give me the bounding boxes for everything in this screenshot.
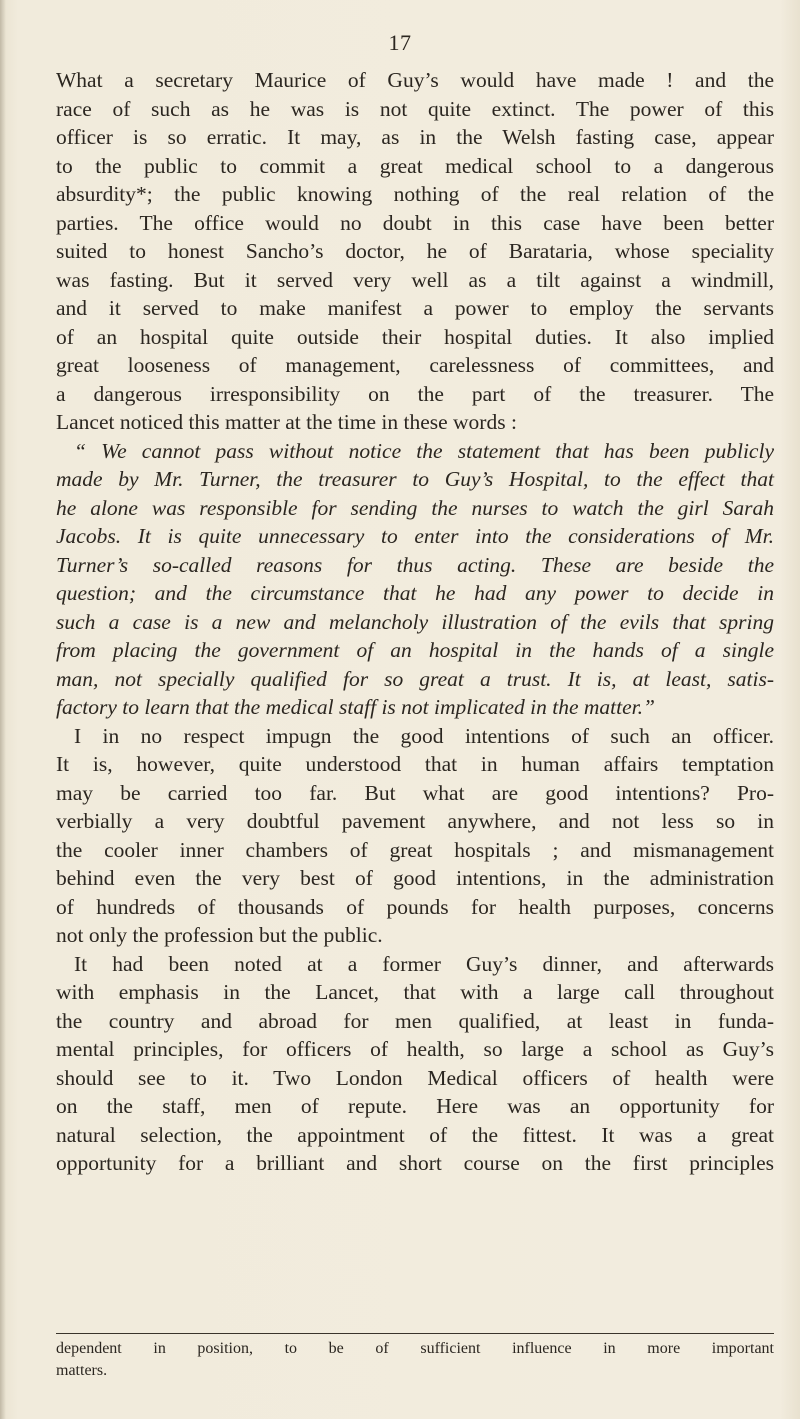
text-line: and it served to make manifest a power to employ the servants — [56, 296, 774, 320]
text-line: with emphasis in the Lancet, that with a large call throughout — [56, 980, 774, 1004]
text-line: may be carried too far. But what are good intentions? Pro- — [56, 780, 774, 805]
text-line: mental principles, for officers of health, so large a school as Guy’s — [56, 1037, 774, 1061]
page-number: 17 — [388, 30, 412, 55]
body-text — [56, 66, 774, 1178]
text-line: of an hospital quite outside their hospital duties. It also implied — [56, 324, 774, 349]
text-line: officer is so erratic. It may, as in the Welsh fasting case, appear — [56, 125, 774, 149]
footnote-line: dependent in position, to be of sufficient influence in more important — [56, 1340, 774, 1357]
quote-line: such a case is a new and melancholy illustration of the evils that spring — [56, 609, 774, 634]
quote-line: question; and the circumstance that he had any power to decide in — [56, 581, 774, 605]
text-line: It had been noted at a former Guy’s dinner, and afterwards — [74, 951, 774, 976]
text-line: I in no respect impugn the good intentions of such an officer. — [74, 723, 774, 748]
quote-line: Jacobs. It is quite unnecessary to enter into the considerations of Mr. — [56, 524, 774, 548]
text-line: a dangerous irresponsibility on the part of the treasurer. The — [56, 381, 774, 406]
page-spine-shadow — [0, 0, 6, 1419]
quote-line: man, not specially qualified for so great a trust. It is, at least, satis- — [56, 666, 774, 691]
quote-line: made by Mr. Turner, the treasurer to Guy’s Hospital, to the effect that — [56, 467, 774, 491]
footnote-divider — [56, 1333, 774, 1334]
text-line: parties. The office would no doubt in this case have been better — [56, 210, 774, 235]
text-line: What a secretary Maurice of Guy’s would have made ! and the — [56, 68, 774, 92]
text-line: the cooler inner chambers of great hospitals ; and mismanagement — [56, 837, 774, 862]
text-line: the country and abroad for men qualified, at least in funda- — [56, 1008, 774, 1033]
text-line: of hundreds of thousands of pounds for health purposes, concerns — [56, 894, 774, 919]
text-line: It is, however, quite understood that in human affairs temptation — [56, 752, 774, 776]
text-line: was fasting. But it served very well as a tilt against a windmill, — [56, 267, 774, 292]
quote-line: from placing the government of an hospital in the hands of a single — [56, 638, 774, 662]
quote-line: he alone was responsible for sending the nurses to watch the girl Sarah — [56, 495, 774, 520]
text-line: opportunity for a brilliant and short course on the first principles — [56, 1151, 774, 1175]
text-line: Lancet noticed this matter at the time in these words : — [56, 410, 517, 434]
quote-line: “ We cannot pass without notice the statement that has been publicly — [74, 438, 774, 463]
footnote — [56, 1338, 774, 1382]
quote-line: factory to learn that the medical staff is not implicated in the matter.” — [56, 695, 655, 719]
text-line: should see to it. Two London Medical officers of health were — [56, 1065, 774, 1090]
text-line: absurdity*; the public knowing nothing of the real relation of the — [56, 182, 774, 206]
text-line: race of such as he was is not quite extinct. The power of this — [56, 96, 774, 121]
text-line: great looseness of management, carelessness of committees, and — [56, 353, 774, 377]
text-line: not only the profession but the public. — [56, 923, 383, 947]
quote-line: Turner’s so-called reasons for thus acting. These are beside the — [56, 552, 774, 577]
text-line: on the staff, men of repute. Here was an opportunity for — [56, 1094, 774, 1118]
text-line: suited to honest Sancho’s doctor, he of Barataria, whose speciality — [56, 239, 774, 263]
text-line: to the public to commit a great medical school to a dangerous — [56, 153, 774, 178]
text-line: behind even the very best of good intentions, in the administration — [56, 866, 774, 890]
text-line: natural selection, the appointment of the fittest. It was a great — [56, 1122, 774, 1147]
footnote-line: matters. — [56, 1362, 108, 1379]
text-line: verbially a very doubtful pavement anywhere, and not less so in — [56, 809, 774, 833]
